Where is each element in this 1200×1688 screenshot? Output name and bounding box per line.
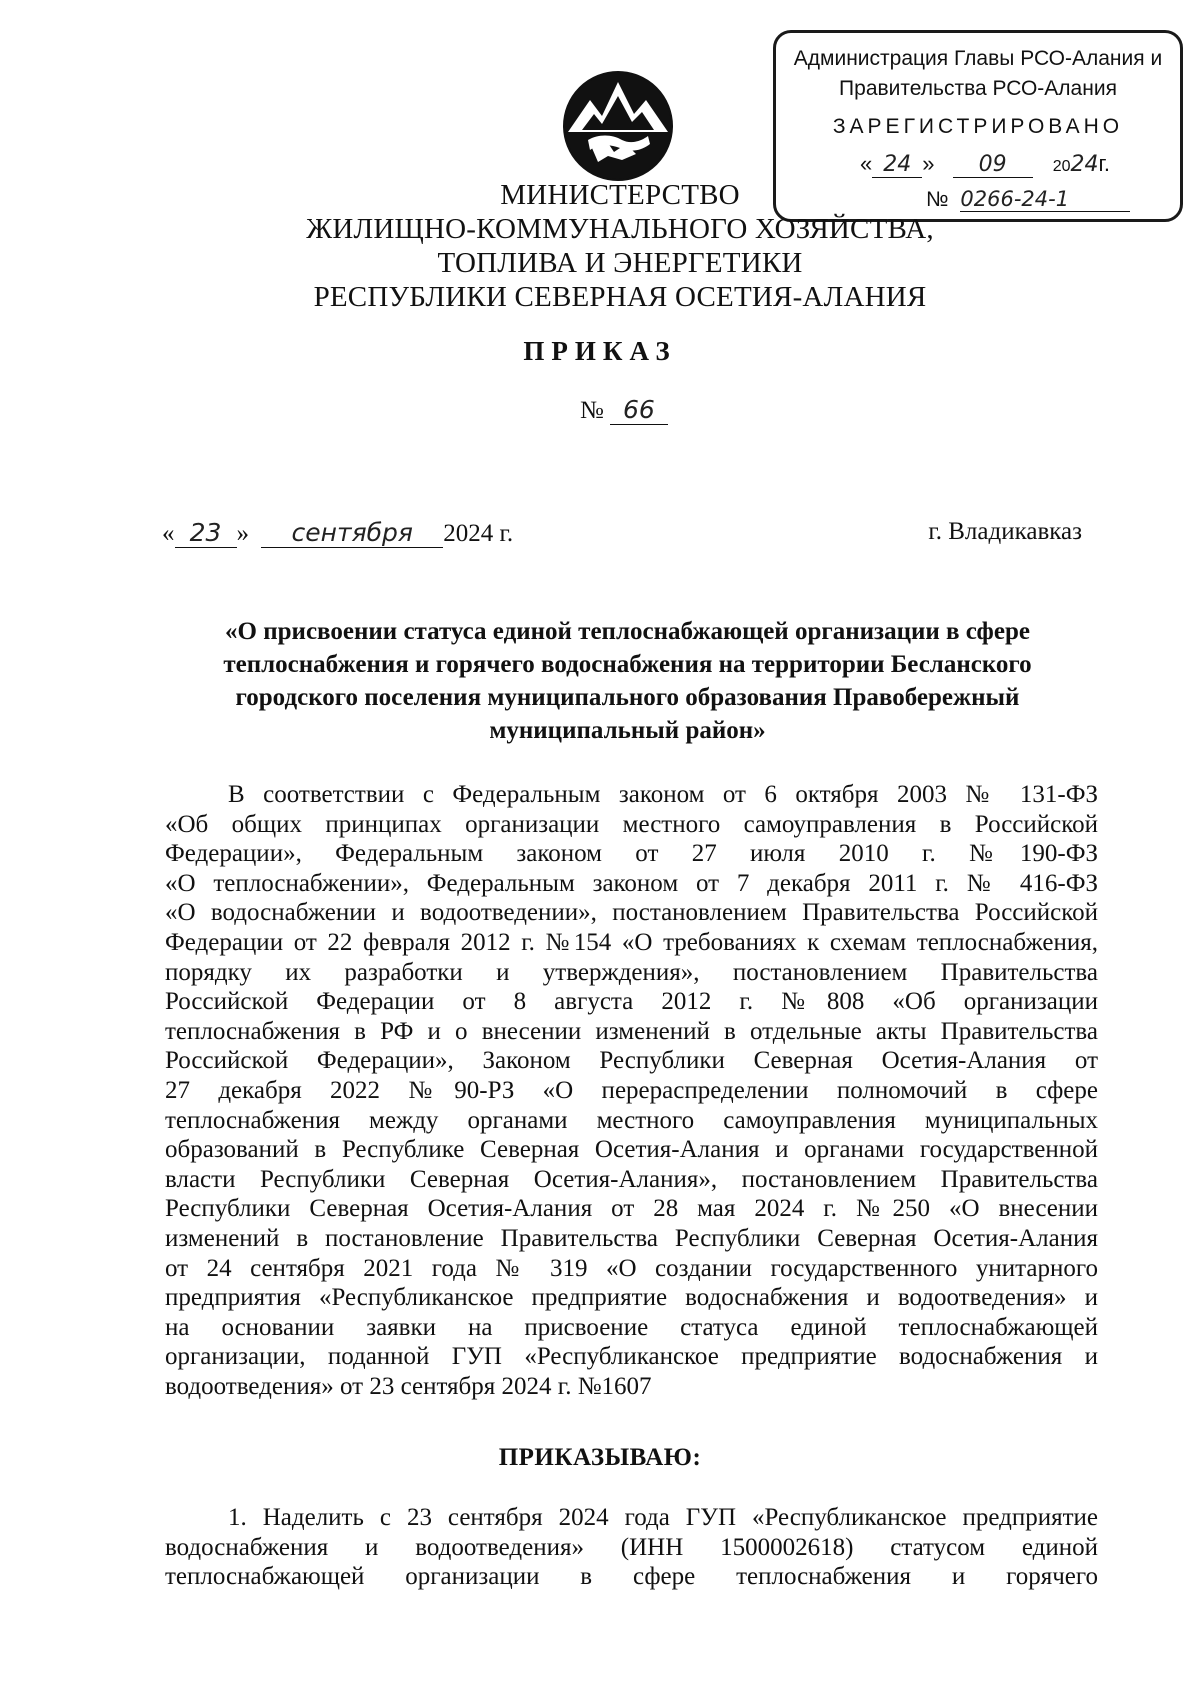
order-date-line: [162, 518, 1082, 552]
item-line: 1. Наделить с 23 сентября 2024 года ГУП «Республиканское предприятие: [228, 1504, 1098, 1531]
preamble-line: Республики Северная Осетия-Алания от 28 мая 2024 г. №250 «О внесении: [165, 1195, 1098, 1223]
stamp-date-day: 24: [872, 152, 922, 178]
date-close-quote: »: [236, 520, 249, 547]
order-date-year: 2024 г.: [443, 520, 514, 547]
preamble-line: предприятия «Республиканское предприятие водоснабжения и водоотведения» и: [165, 1284, 1098, 1312]
stamp-registered: ЗАРЕГИСТРИРОВАНО: [832, 115, 1124, 138]
order-date-day: 23: [175, 518, 237, 548]
stamp-number-value: 0266-24-1: [960, 187, 1130, 212]
item-line: теплоснабжающей организации в сфере теплоснабжения и горячего: [165, 1563, 1098, 1591]
subject-line: «О присвоении статуса единой теплоснабжающей организации в сфере: [225, 618, 1030, 645]
item-line: водоснабжения и водоотведения» (ИНН 1500002618) статусом единой: [165, 1533, 1098, 1561]
preamble-line: «О теплоснабжении», Федеральным законом от 7 декабря 2011 г. № 416-ФЗ: [165, 869, 1098, 897]
ministry-line: МИНИСТЕРСТВО: [500, 179, 740, 211]
preamble-line: образований в Республике Северная Осетия-Алания и органами государственной: [165, 1136, 1098, 1164]
preamble-line: теплоснабжения между органами местного самоуправления муниципальных: [165, 1106, 1098, 1134]
order-item-1: [165, 1503, 1098, 1592]
subject-line: теплоснабжения и горячего водоснабжения на территории Бесланского: [223, 651, 1032, 678]
preamble-line: 27 декабря 2022 №90-РЗ «О перераспределении полномочий в сфере: [165, 1076, 1098, 1104]
stamp-org-line2: Правительства РСО-Алания: [839, 77, 1117, 100]
order-city: г. Владикавказ: [928, 518, 1082, 545]
subject-line: муниципальный район»: [489, 717, 766, 744]
preamble-line: на основании заявки на присвоение статуса единой теплоснабжающей: [165, 1313, 1098, 1341]
subject-line: городского поселения муниципального образования Правобережный: [235, 684, 1020, 711]
stamp-date-g: г.: [1098, 151, 1110, 176]
ministry-line: ЖИЛИЩНО-КОММУНАЛЬНОГО ХОЗЯЙСТВА,: [306, 213, 934, 245]
stamp-date-month: 09: [953, 152, 1033, 178]
date-open-quote: «: [162, 520, 175, 547]
order-number: [580, 395, 668, 425]
preamble-line: Федерации от 22 февраля 2012 г. №154 «О требованиях к схемам теплоснабжения,: [165, 928, 1098, 956]
decree-heading: ПРИКАЗЫВАЮ:: [498, 1444, 702, 1471]
preamble-line: Российской Федерации», Законом Республики Северная Осетия-Алания от: [165, 1047, 1098, 1075]
stamp-date-year: 24: [1070, 152, 1099, 177]
order-date-month: сентября: [261, 518, 443, 548]
preamble-line: Федерации», Федеральным законом от 27 июля 2010 г. №190-ФЗ: [165, 840, 1098, 868]
stamp-number: [926, 187, 1176, 223]
preamble-line: «О водоснабжении и водоотведении», постановлением Правительства Российской: [165, 899, 1098, 927]
stamp-date-year-prefix: 20: [1052, 158, 1071, 175]
order-title: ПРИКАЗ: [523, 336, 677, 366]
preamble-line: организации, поданной ГУП «Республиканское предприятие водоснабжения и: [165, 1343, 1098, 1371]
coat-of-arms-icon: [562, 70, 674, 182]
order-number-value: 66: [610, 395, 668, 425]
preamble-line: власти Республики Северная Осетия-Алания», постановлением Правительства: [165, 1165, 1098, 1193]
stamp-org-line1: Администрация Главы РСО-Алания и: [793, 47, 1163, 70]
ministry-line: РЕСПУБЛИКИ СЕВЕРНАЯ ОСЕТИЯ-АЛАНИЯ: [313, 281, 927, 313]
ministry-title: [300, 178, 940, 314]
preamble-line: от 24 сентября 2021 года № 319 «О создании государственного унитарного: [165, 1254, 1098, 1282]
stamp-date-close-quote: »: [922, 151, 935, 176]
preamble-line: теплоснабжения в РФ и о внесении изменений в отдельные акты Правительства: [165, 1017, 1098, 1045]
stamp-date-open-quote: «: [860, 151, 873, 176]
preamble-paragraph: [165, 780, 1098, 1401]
stamp-number-prefix: №: [926, 188, 949, 211]
order-number-prefix: №: [580, 397, 604, 424]
preamble-line: Российской Федерации от 8 августа 2012 г. №808 «Об организации: [165, 988, 1098, 1016]
preamble-line: порядку их разработки и утверждения», постановлением Правительства: [165, 958, 1098, 986]
preamble-line: водоотведения» от 23 сентября 2024 г. №1607: [165, 1372, 652, 1400]
preamble-line: В соответствии с Федеральным законом от 6 октября 2003 № 131-ФЗ: [228, 781, 1098, 808]
order-subject: [165, 615, 1090, 747]
preamble-line: изменений в постановление Правительства Республики Северная Осетия-Алания: [165, 1224, 1098, 1252]
ministry-line: ТОПЛИВА И ЭНЕРГЕТИКИ: [437, 247, 803, 279]
preamble-line: «Об общих принципах организации местного самоуправления в Российской: [165, 810, 1098, 838]
